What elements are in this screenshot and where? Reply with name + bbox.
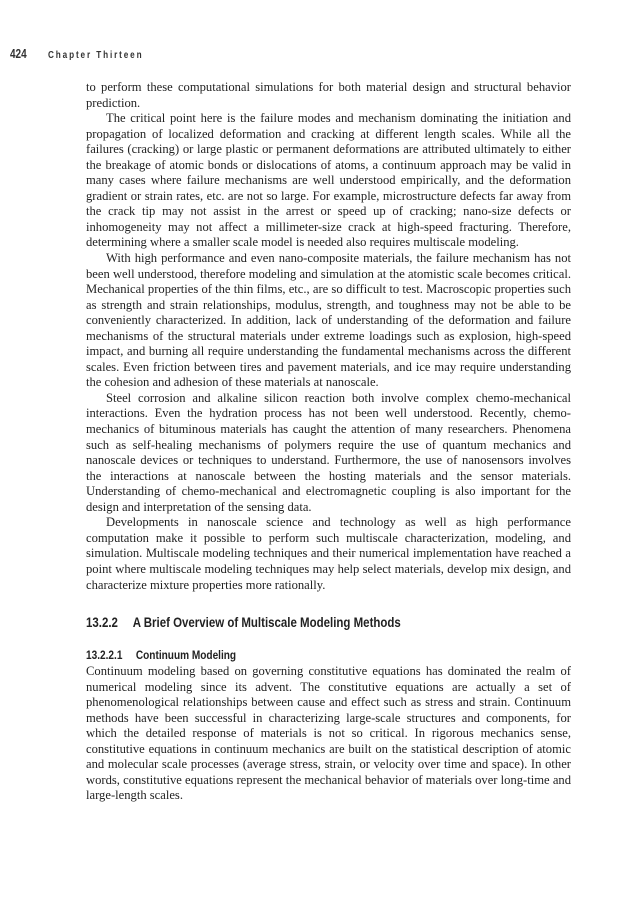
body-paragraph: Steel corrosion and alkaline silicon reaction both involve complex chemo-mechanical interactions. Even the hydration process has not been well understood. Recently, chemo-mechanics of bituminous materials has caught the attention of many researchers. Phenomena such as self-healing mechanisms of polymers require the use of quantum mechanics and nanoscale devices or techniques to understand. Furthermore, the use of nanosensors involves the interactions at nanoscale between the hosting materials and the sensor materials. Understanding of chemo-mechanical and electromagnetic coupling is also important for the design and interpretation of the sensing data. xyxy=(86,390,571,514)
body-paragraph-continued: to perform these computational simulations for both material design and structural behavior prediction. xyxy=(86,80,571,110)
chapter-label: Chapter Thirteen xyxy=(48,49,144,61)
running-header xyxy=(10,47,171,61)
subsection-heading xyxy=(86,647,493,663)
body-paragraph: With high performance and even nano-composite materials, the failure mechanism has not been well understood, therefore modeling and simulation at the atomistic scale becomes critical. Mechanical properties of the thin films, etc., are so difficult to test. Macroscopic properties such as strength and strain relationships, modulus, strength, and toughness may not be able to be conveniently characterized. In addition, lack of understanding of the deformation and failure mechanisms of the structural materials under extreme loadings such as explosion, high-speed impact, and burning all require understanding the fundamental mechanisms across the different scales. Even friction between tires and pavement materials, and ice may require understanding the cohesion and adhesion of these materials at nanoscale. xyxy=(86,251,571,390)
section-title: A Brief Overview of Multiscale Modeling Methods xyxy=(132,614,401,631)
section-number: 13.2.2 xyxy=(86,614,118,631)
subsection-paragraph: Continuum modeling based on governing constitutive equations has dominated the realm of numerical modeling since its advent. The constitutive equations are actually a set of phenomenological relationships between cause and effect such as stress and strain. Continuum methods have been successful in characterizing large-scale structures and components, for which the detailed response of materials is not so critical. In rigorous mechanics sense, constitutive equations in continuum mechanics are built on the statistical description of atomic and molecular scale processes (average stress, strain, or velocity over time and space). In other words, constitutive equations represent the mechanical behavior of materials over long-time and large-length scales. xyxy=(86,664,571,803)
page-number: 424 xyxy=(10,47,27,61)
subsection-title: Continuum Modeling xyxy=(135,648,237,663)
body-paragraph: Developments in nanoscale science and technology as well as high performance computation make it possible to perform such multiscale characterization, modeling, and simulation. Multiscale modeling techniques and their numerical implementation have reached a point where multiscale modeling techniques may help select materials, develop mix design, and characterize mixture properties more rationally. xyxy=(86,515,571,592)
body-paragraph: The critical point here is the failure modes and mechanism dominating the initiation and propagation of localized deformation and cracking at different length scales. While all the failures (cracking) or large plastic or permanent deformations are attributed ultimately to either the breakage of atomic bonds or dislocations of atoms, a continuum approach may be valid in many cases where failure mechanisms are well understood empirically, and the deformation gradient or strain rates, etc. are not so large. For example, microstructure defects far away from the crack tip may not assist in the arrest or speed up of cracking; nano-size defects or inhomogeneity may not affect a millimeter-size crack at high-speed fracturing. Therefore, determining where a smaller scale model is needed also requires multiscale modeling. xyxy=(86,111,571,250)
section-heading xyxy=(86,613,484,631)
subsection-number: 13.2.2.1 xyxy=(86,648,123,663)
page-body xyxy=(86,80,571,804)
